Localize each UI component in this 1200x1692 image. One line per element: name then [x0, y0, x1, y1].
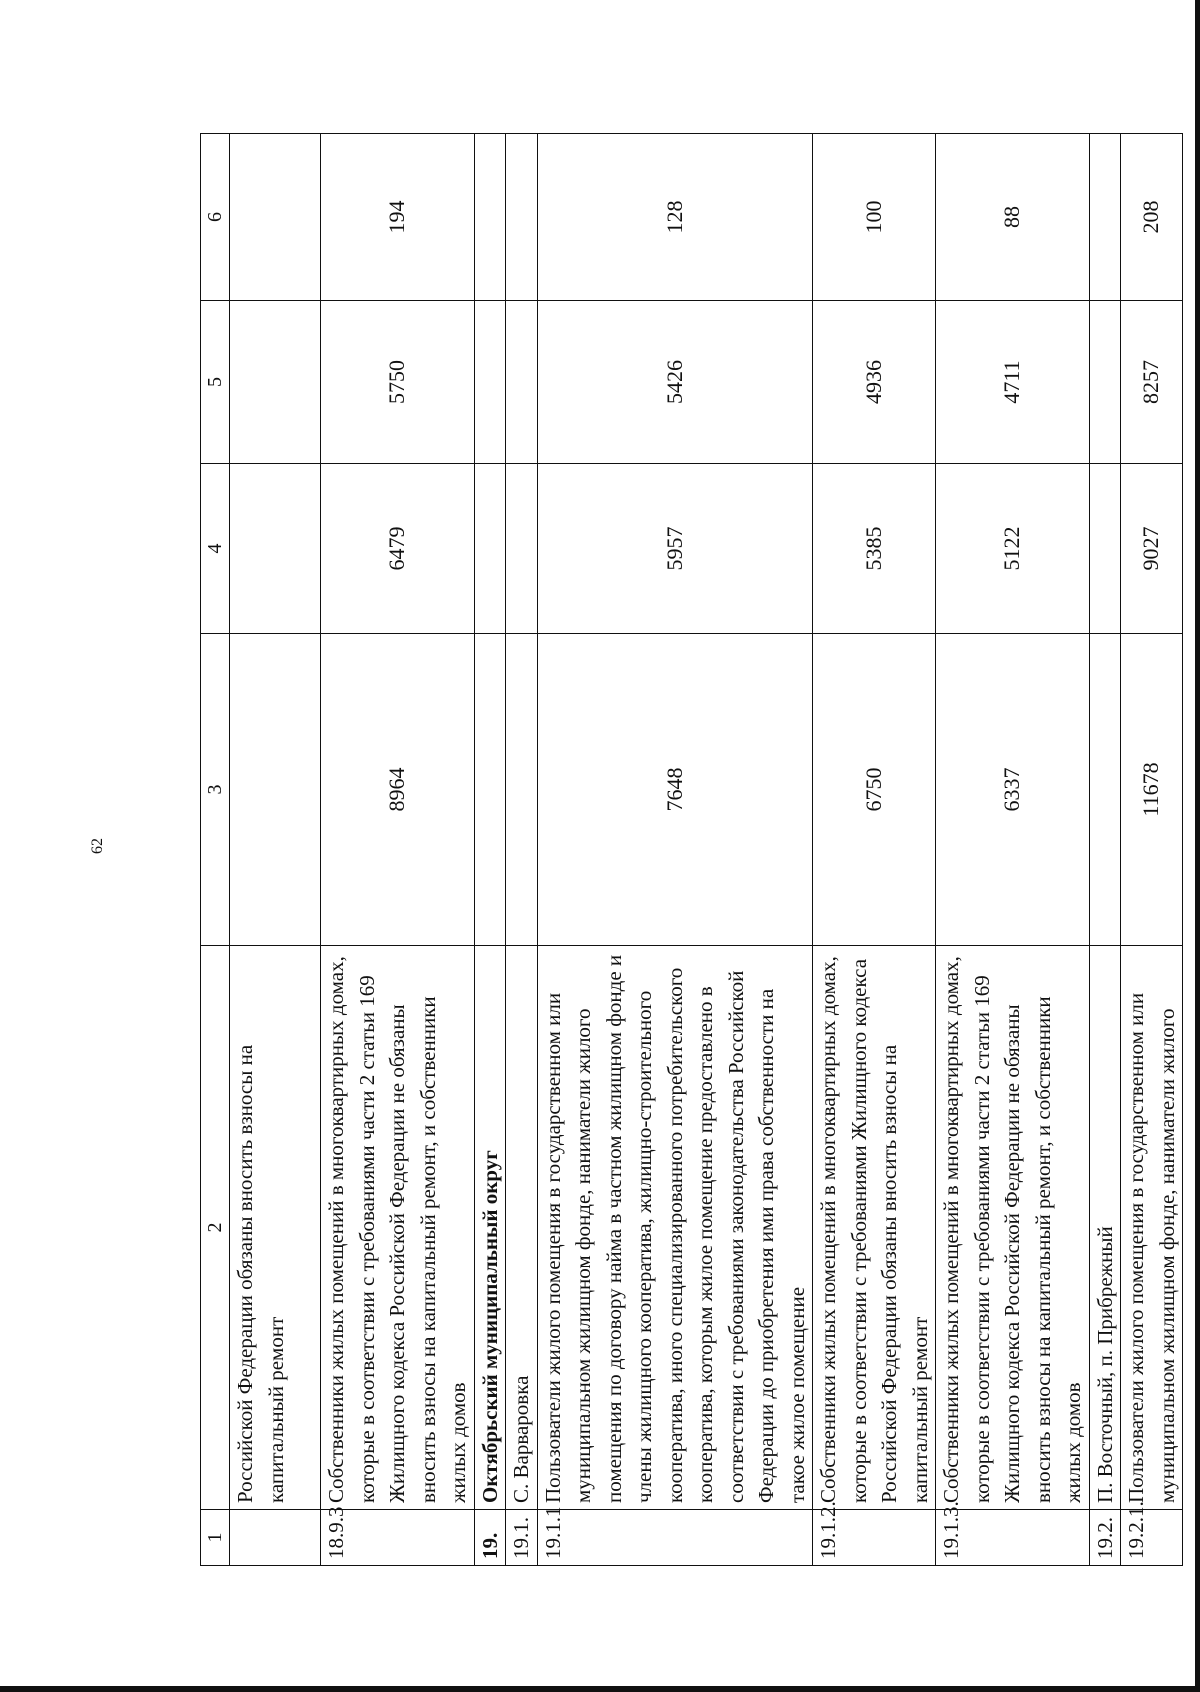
row-description: С. Варваровка	[506, 946, 538, 1510]
table-row	[1089, 134, 1121, 1566]
value-col3: 8964	[321, 634, 475, 946]
table-header-row	[201, 134, 230, 1566]
value-col4: 9027	[1121, 464, 1183, 634]
row-description: Пользователи жилого помещения в государственном или муниципальном жилищном фонде, наниматели жилого помещения по договору найма в частном жилищном фонде и члены жилищного кооператива, жилищно-строительного кооператива, иного специализированного потребительского кооператива, которым жилое помещение предоставлено в соответствии с требованиями законодательства Российской Федерации до приобретения ими права собственности на такое жилое помещение	[537, 946, 813, 1510]
table-row	[230, 134, 321, 1566]
table-row	[537, 134, 813, 1566]
value-col4: 5385	[813, 464, 936, 634]
row-code: 19.	[474, 1510, 506, 1566]
row-description: Собственники жилых помещений в многоквартирных домах, которые в соответствии с требованиями Жилищного кодекса Российской Федерации обязаны вносить взносы на капитальный ремонт	[813, 946, 936, 1510]
column-header: 2	[201, 946, 230, 1510]
row-description: Октябрьский муниципальный округ	[474, 946, 506, 1510]
tariff-table	[200, 133, 1183, 1566]
column-header: 5	[201, 301, 230, 464]
value-col4: 6479	[321, 464, 475, 634]
value-col6	[506, 134, 538, 301]
row-code: 19.1.2.	[813, 1510, 936, 1566]
value-col3	[230, 634, 321, 946]
value-col3	[474, 634, 506, 946]
value-col6	[230, 134, 321, 301]
column-header: 6	[201, 134, 230, 301]
row-description: Российской Федерации обязаны вносить взносы на капитальный ремонт	[230, 946, 321, 1510]
value-col5	[506, 301, 538, 464]
value-col6: 128	[537, 134, 813, 301]
value-col3	[1089, 634, 1121, 946]
value-col6	[474, 134, 506, 301]
table-row	[321, 134, 475, 1566]
value-col5: 5750	[321, 301, 475, 464]
row-code: 18.9.3	[321, 1510, 475, 1566]
column-header: 3	[201, 634, 230, 946]
value-col4	[1089, 464, 1121, 634]
row-description: Собственники жилых помещений в многоквартирных домах, которые в соответствии с требованиями части 2 статьи 169 Жилищного кодекса Российской Федерации не обязаны вносить взносы на капитальный ремонт, и собственники жилых домов	[321, 946, 475, 1510]
column-header: 4	[201, 464, 230, 634]
value-col4: 5957	[537, 464, 813, 634]
row-code: 19.1.3.	[936, 1510, 1090, 1566]
value-col5: 4711	[936, 301, 1090, 464]
table-row	[506, 134, 538, 1566]
value-col6: 208	[1121, 134, 1183, 301]
value-col4	[506, 464, 538, 634]
value-col3: 7648	[537, 634, 813, 946]
row-description: Собственники жилых помещений в многоквартирных домах, которые в соответствии с требованиями части 2 статьи 169 Жилищного кодекса Российской Федерации не обязаны вносить взносы на капитальный ремонт, и собственники жилых домов	[936, 946, 1090, 1510]
value-col3: 6337	[936, 634, 1090, 946]
table-row	[474, 134, 506, 1566]
value-col6: 194	[321, 134, 475, 301]
value-col3: 6750	[813, 634, 936, 946]
table-row	[813, 134, 936, 1566]
row-description: Пользователи жилого помещения в государственном или муниципальном жилищном фонде, наниматели жилого	[1121, 946, 1183, 1510]
value-col5: 4936	[813, 301, 936, 464]
value-col3: 11678	[1121, 634, 1183, 946]
value-col5: 5426	[537, 301, 813, 464]
value-col4: 5122	[936, 464, 1090, 634]
rotated-table-container	[200, 134, 1200, 1566]
value-col4	[230, 464, 321, 634]
page-number: 62	[89, 838, 106, 854]
value-col6: 88	[936, 134, 1090, 301]
value-col6: 100	[813, 134, 936, 301]
value-col5	[474, 301, 506, 464]
row-code: 19.1.1	[537, 1510, 813, 1566]
table-row	[1121, 134, 1183, 1566]
value-col5	[230, 301, 321, 464]
value-col3	[506, 634, 538, 946]
value-col6	[1089, 134, 1121, 301]
row-code	[230, 1510, 321, 1566]
row-code: 19.2.	[1089, 1510, 1121, 1566]
column-header: 1	[201, 1510, 230, 1566]
value-col5	[1089, 301, 1121, 464]
value-col4	[474, 464, 506, 634]
value-col5: 8257	[1121, 301, 1183, 464]
row-code: 19.1.	[506, 1510, 538, 1566]
table-row	[936, 134, 1090, 1566]
row-code: 19.2.1.	[1121, 1510, 1183, 1566]
row-description: П. Восточный, п. Прибрежный	[1089, 946, 1121, 1510]
scan-edge-bottom	[0, 1686, 1200, 1692]
